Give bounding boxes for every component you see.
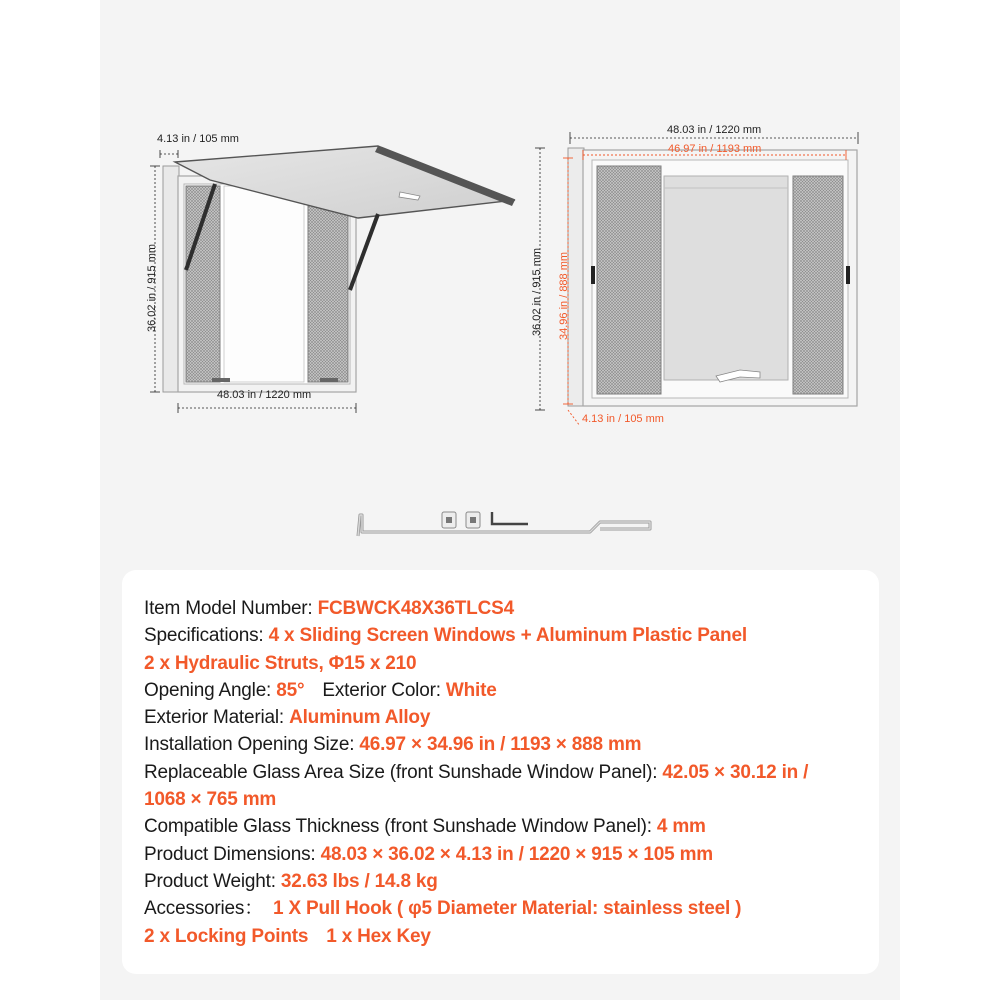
spec-weight-label: Product Weight: [144,870,281,892]
spec-thickness [144,813,874,840]
locking-point-icon [442,512,456,528]
spec-color-label: Exterior Color: [322,679,446,701]
spec-specifications [144,622,874,649]
right-inner-height-label: 34.96 in / 888 mm [558,251,570,340]
spec-thickness-label: Compatible Glass Thickness (front Sunshade Window Panel): [144,816,657,838]
left-depth-label: 4.13 in / 105 mm [157,133,239,145]
right-outer-height-label: 36.02 in / 915 mm [531,247,543,336]
spec-angle-color [144,677,874,704]
spec-locking-value: 2 x Locking Points [144,925,309,947]
spec-weight [144,868,874,895]
spec-glass-area-value: 42.05 × 30.12 in / [662,761,809,783]
specifications-list [144,595,874,950]
spec-specifications-cont [144,650,874,677]
left-height-label: 36.02 in / 915 mm [146,243,158,332]
spec-opening [144,731,874,758]
hex-key-icon [492,512,528,524]
spec-specifications-value: 4 x Sliding Screen Windows + Aluminum Plastic Panel [268,625,747,647]
open-window-diagram [146,133,515,413]
spec-glass-area-cont [144,786,874,813]
right-inner-width-label: 46.97 in / 1193 mm [668,143,762,155]
spec-model [144,595,874,622]
spec-model-label: Item Model Number: [144,598,318,619]
pull-hook-icon [358,515,650,536]
spec-weight-value: 32.63 lbs / 14.8 kg [280,870,438,892]
spec-accessories [144,895,874,922]
spec-thickness-value: 4 mm [656,816,706,838]
spec-struts-value: 2 x Hydraulic Struts, Φ15 x 210 [144,652,417,674]
spec-glass-area [144,759,874,786]
spec-model-value: FCBWCK48X36TLCS4 [317,598,514,619]
spec-material [144,704,874,731]
spec-glass-area-value-mm: 1068 × 765 mm [144,789,277,811]
right-depth-label: 4.13 in / 105 mm [582,413,664,425]
spec-accessories-label: Accessories： [144,898,264,920]
spec-material-value: Aluminum Alloy [289,707,431,729]
left-width-label: 48.03 in / 1220 mm [217,389,312,401]
locking-point-icon [466,512,480,528]
right-outer-width-label: 48.03 in / 1220 mm [667,124,762,136]
spec-hexkey-value: 1 x Hex Key [326,925,431,947]
spec-color-value: White [445,679,497,701]
spec-glass-area-label: Replaceable Glass Area Size (front Sunshade Window Panel): [144,761,663,783]
spec-angle-value: 85° [276,679,305,701]
spec-dimensions-value: 48.03 × 36.02 × 4.13 in / 1220 × 915 × 105 mm [320,843,713,865]
spec-material-label: Exterior Material: [144,707,290,729]
accessories-illustration [358,512,650,536]
spec-dimensions-label: Product Dimensions: [144,843,321,865]
spec-accessories-cont [144,923,874,950]
spec-opening-value: 46.97 × 34.96 in / 1193 × 888 mm [359,734,642,756]
spec-opening-label: Installation Opening Size: [144,734,360,756]
spec-accessories-value: 1 X Pull Hook ( φ5 Diameter Material: stainless steel ) [273,898,742,920]
spec-dimensions [144,841,874,868]
spec-specifications-label: Specifications: [144,625,269,647]
closed-window-diagram [531,124,858,426]
spec-angle-label: Opening Angle: [144,679,277,701]
